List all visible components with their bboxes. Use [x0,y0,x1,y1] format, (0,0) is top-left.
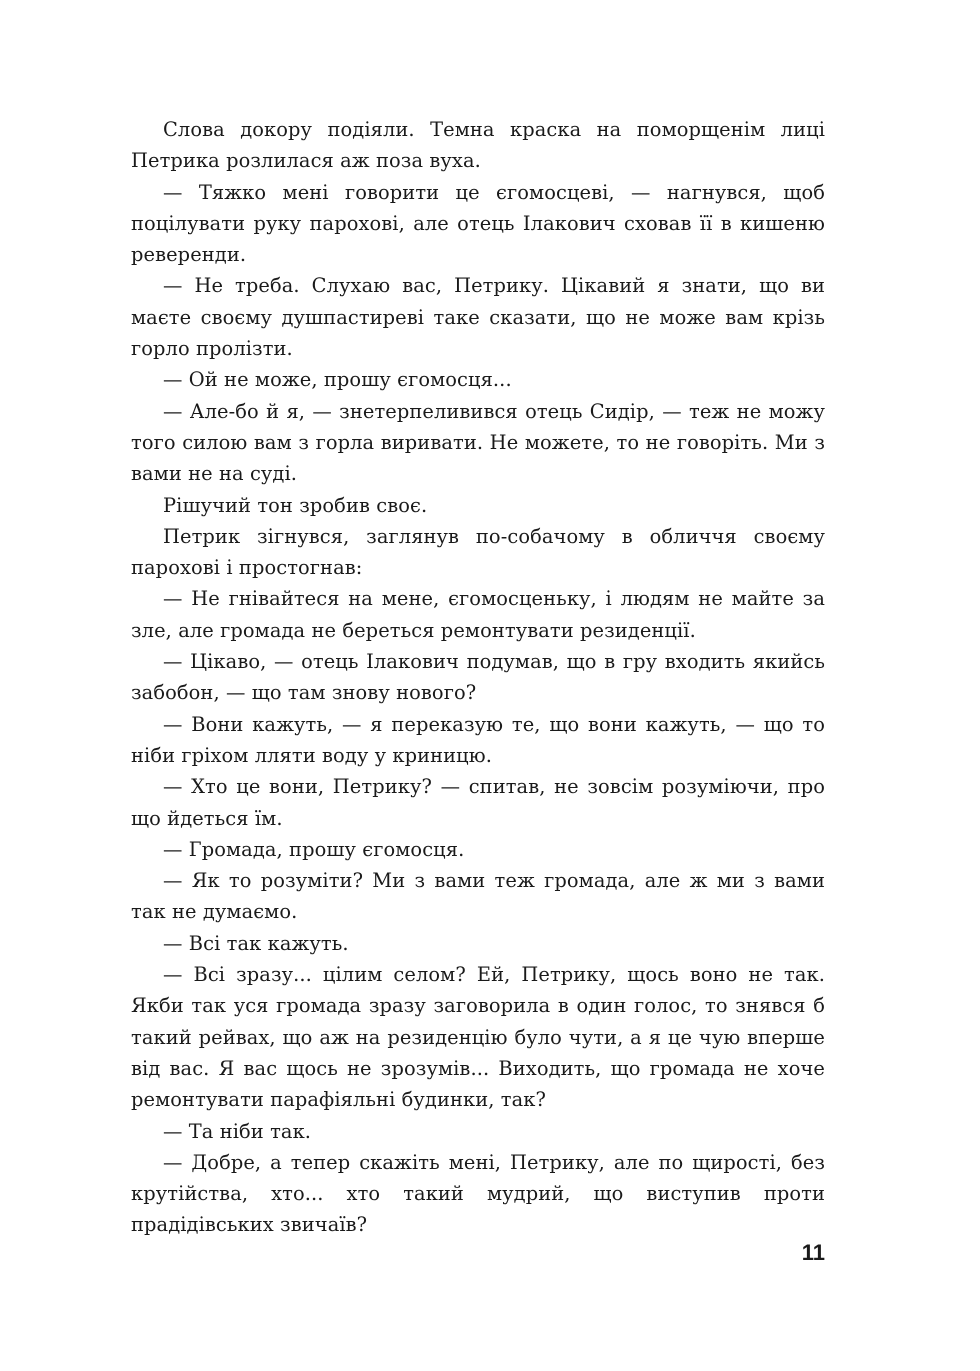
paragraph: Рішучий тон зробив своє. [163,493,428,517]
paragraph: — Всі так кажуть. [163,931,349,955]
paragraph: — Не гнівайтеся на мене, єгомосценьку, і людям не майте за зле, але громада не береться ремонтувати резиденції. [131,587,825,642]
paragraph: — Як то розуміти? Ми з вами теж громада, але ж ми з вами так не думаємо. [131,869,825,924]
paragraph: — Тяжко мені говорити це єгомосцеві, — нагнувся, щоб поцілувати руку парохові, але отець Ілакович сховав її в кишеню реверенди. [131,180,825,267]
paragraph: — Але-бо й я, — знетерпеливився отець Сидір, — теж не можу того силою вам з горла виривати. Не можете, то не говоріть. Ми з вами не на суді. [131,399,825,486]
paragraph: — Всі зразу... цілим селом? Ей, Петрику, щось воно не так. Якби так уся громада зразу заговорила в один голос, то знявся б такий рейвах, що аж на резиденцію було чути, а я це чую вперше від вас. Я вас щось не зрозумів... Виходить, що громада не хоче ремонтувати парафіяльні будинки, так? [131,963,825,1112]
page-number: 11 [801,1240,825,1265]
paragraph: — Вони кажуть, — я переказую те, що вони кажуть, — що то ніби гріхом лляти воду у криницю. [131,712,825,767]
paragraph: Слова докору подіяли. Темна краска на поморщенім лиці Петрика розлилася аж поза вуха. [131,118,825,173]
paragraph: — Цікаво, — отець Ілакович подумав, що в гру входить якийсь забобон, — що там знову нового? [131,650,825,705]
paragraph: — Добре, а тепер скажіть мені, Петрику, але по щирості, без крутійства, хто... хто такий мудрий, що виступив проти прадідівських звичаїв? [131,1150,825,1237]
paragraph: — Ой не може, прошу єгомосця... [163,368,512,392]
paragraph: — Та ніби так. [163,1119,312,1143]
body-text [131,114,825,1241]
paragraph: — Хто це вони, Петрику? — спитав, не зовсім розуміючи, про що йдеться їм. [131,775,825,830]
paragraph: — Громада, прошу єгомосця. [163,837,465,861]
paragraph: Петрик зігнувся, заглянув по-собачому в обличчя своєму парохові і простогнав: [131,524,825,580]
paragraph: — Не треба. Слухаю вас, Петрику. Цікавий я знати, що ви маєте своєму душпастиреві таке сказати, що не може вам крізь горло пролізти. [131,274,825,361]
